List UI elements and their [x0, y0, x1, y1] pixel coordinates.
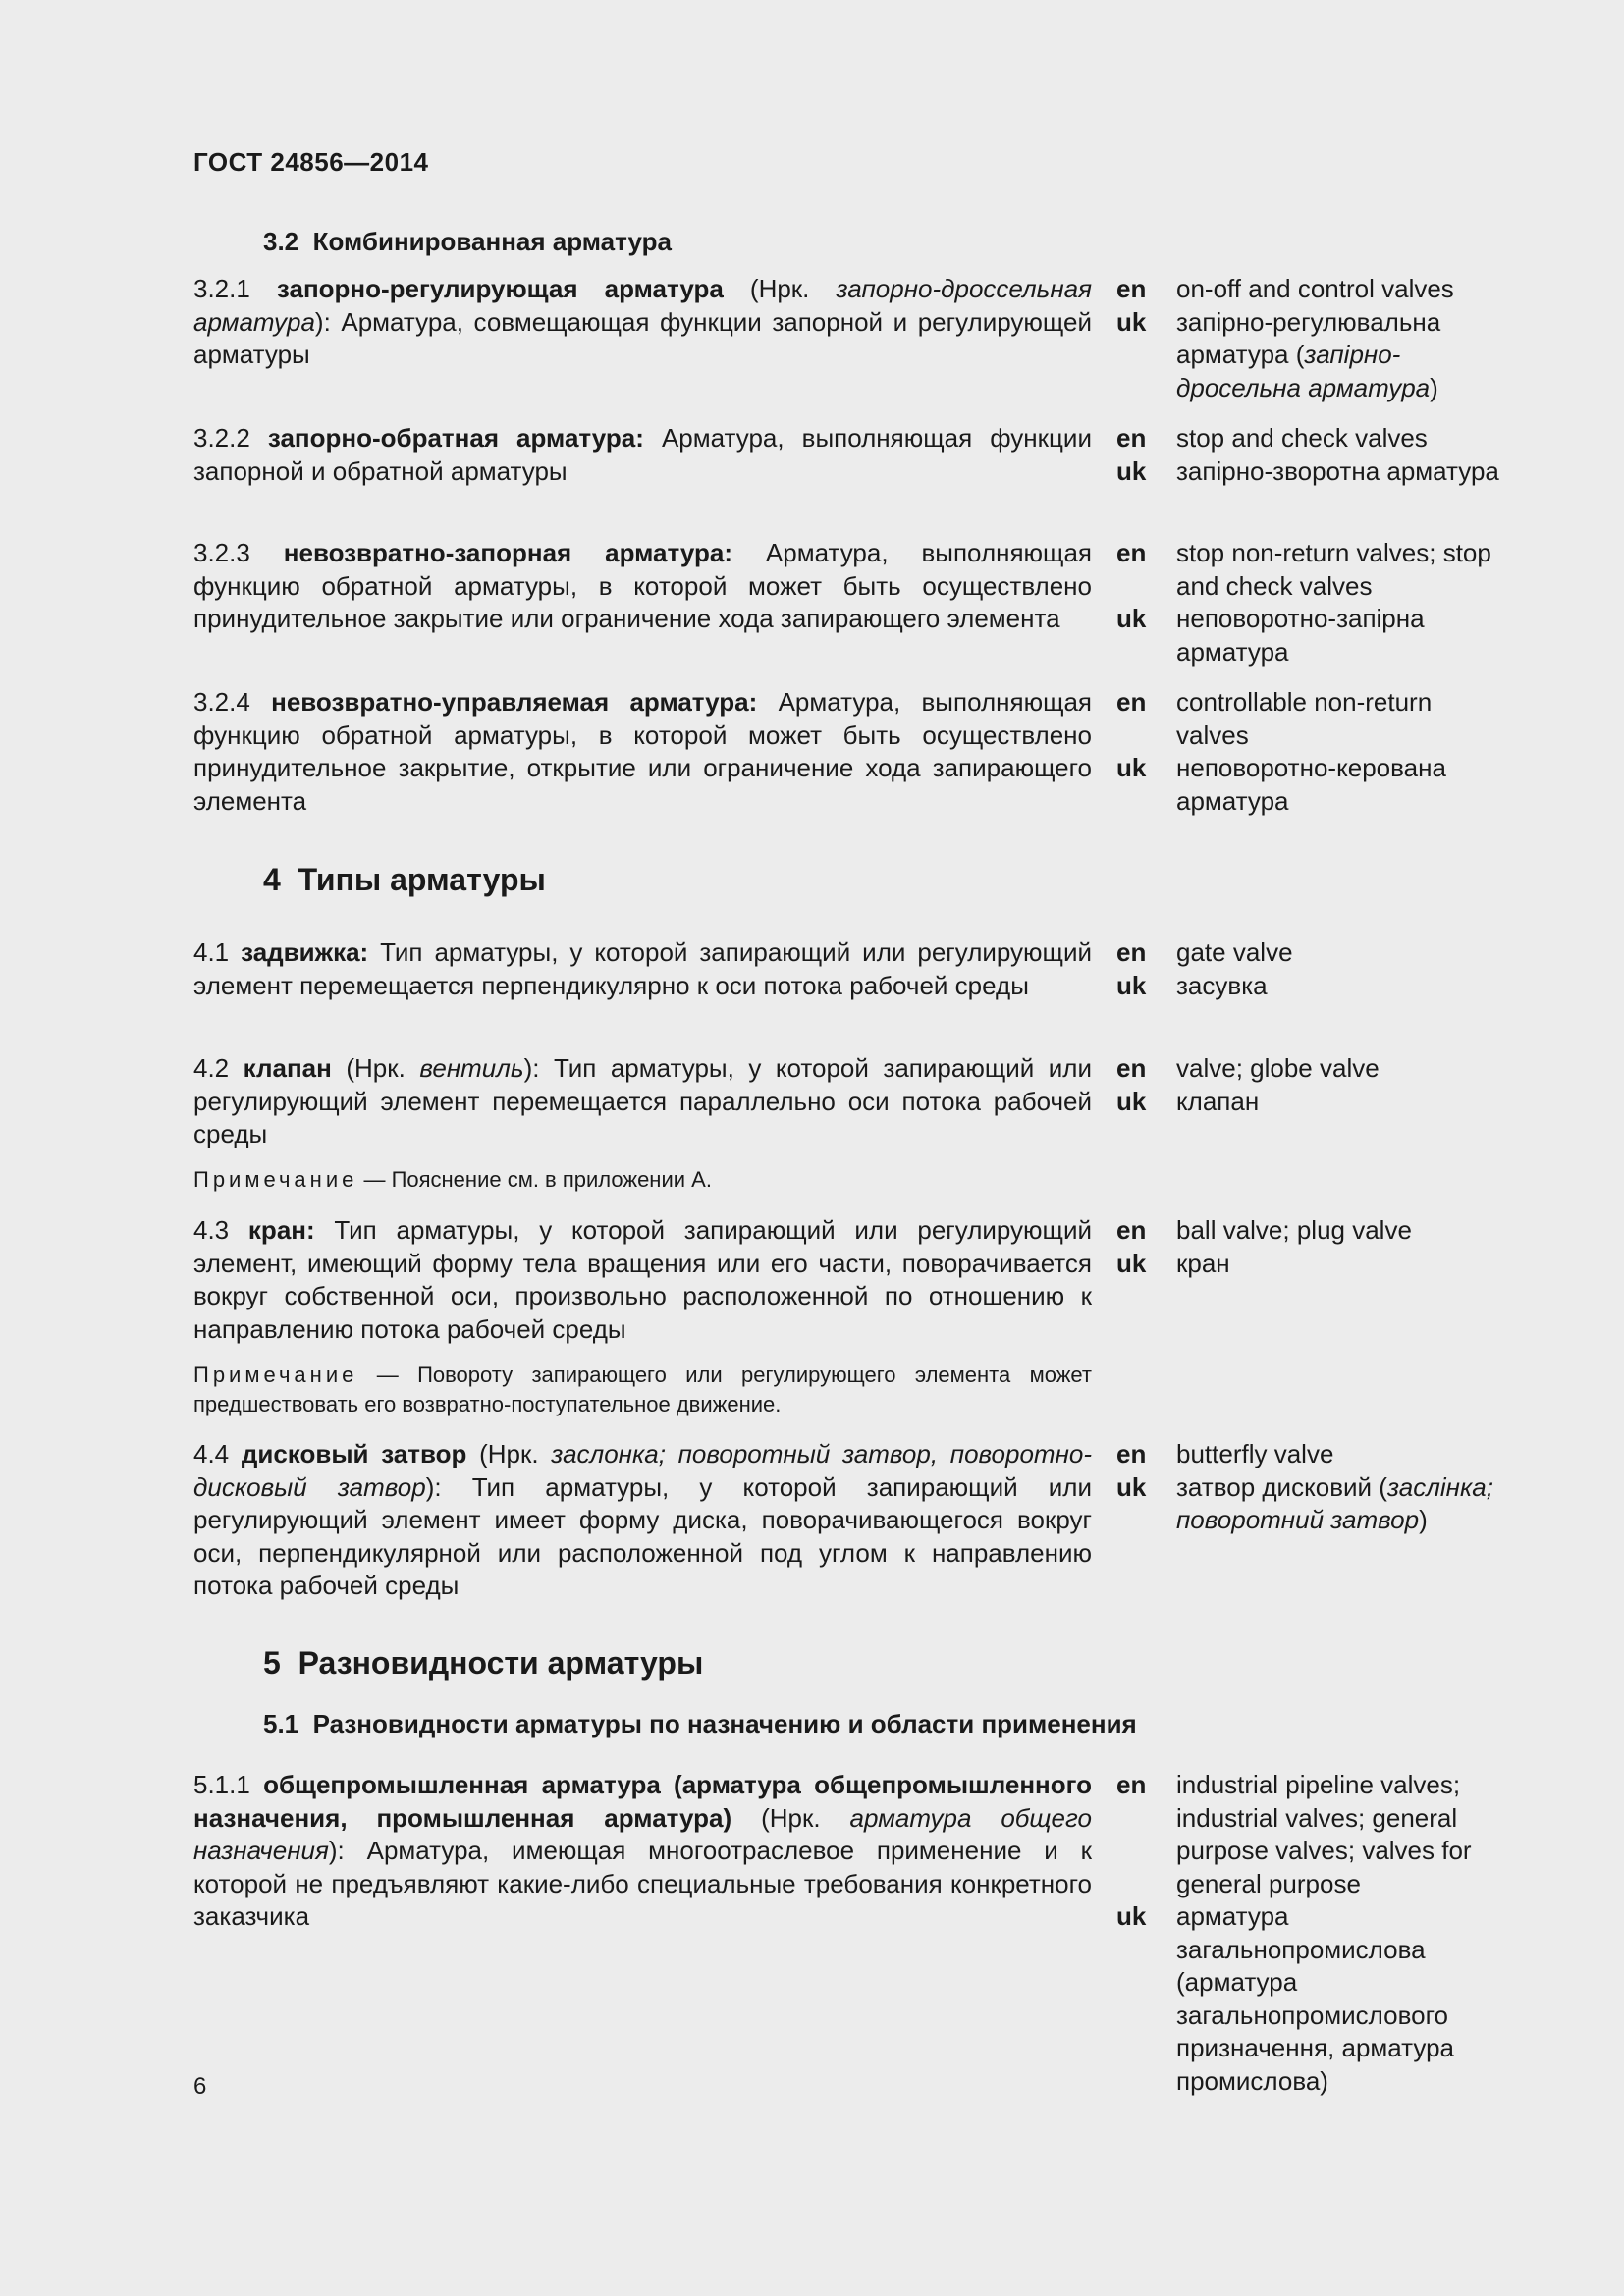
term-name: невозвратно-управляемая арматура: [271, 687, 758, 717]
term-definition [193, 1214, 1092, 1346]
document-code: ГОСТ 24856—2014 [193, 147, 429, 177]
term-number: 4.4 [193, 1439, 230, 1468]
section-heading-5-1 [263, 1709, 1137, 1739]
section-heading-4 [263, 862, 546, 898]
term-definition [193, 422, 1092, 488]
term-definition [193, 686, 1092, 818]
translation-uk: неповоротно-керована арматура [1176, 753, 1446, 816]
deprecated-term: вентиль [419, 1053, 524, 1083]
translation-uk: кран [1176, 1248, 1230, 1278]
term-name: общепромышленная арматура (арматура общепромышленного назначения, промышленная арматура) [193, 1770, 1092, 1833]
term-definition [193, 1769, 1092, 1934]
translation-en: gate valve [1176, 937, 1293, 967]
term-number: 3.2.2 [193, 423, 250, 453]
definition-text: Тип арматуры, у которой запирающий или регулирующий элемент перемещается перпендикулярно к оси потока рабочей среды [193, 937, 1092, 1000]
section-number: 5.1 [263, 1709, 299, 1738]
lang-code-uk: uk [1116, 753, 1147, 782]
definition-text: ): Арматура, совмещающая функции запорной и регулирующей арматуры [193, 306, 1092, 369]
term-name: задвижка: [241, 937, 369, 967]
section-number: 4 [263, 862, 281, 897]
term-number: 4.1 [193, 937, 230, 967]
translation-uk [1176, 1471, 1510, 1537]
lang-code-en: en [1116, 687, 1147, 717]
lang-code-uk: uk [1116, 1086, 1147, 1116]
lang-code-en: en [1116, 274, 1147, 303]
term-number: 4.2 [193, 1053, 230, 1083]
definition-text: ): Тип арматуры, у которой запирающий или регулирующий элемент имеет форму диска, поворачивающегося вокруг оси, перпендикулярной или расположенной под углом к направлению потока рабочей среды [193, 1471, 1092, 1600]
lang-code-en: en [1116, 1053, 1147, 1083]
term-number: 3.2.1 [193, 274, 250, 303]
deprecated-prefix: (Нрк. [466, 1439, 552, 1468]
translation-en: valve; globe valve [1176, 1053, 1380, 1083]
term-definition [193, 1438, 1092, 1603]
section-title: Типы арматуры [298, 862, 546, 897]
deprecated-term: запорно-дроссельная арматура [193, 274, 1092, 337]
term-definition [193, 936, 1092, 1002]
definition-text: Арматура, выполняющая функцию обратной арматуры, в которой может быть осуществлено принудительное закрытие или ограничение хода запирающего элемента [193, 538, 1092, 633]
section-number: 3.2 [263, 227, 299, 256]
translation-uk: засувка [1176, 970, 1268, 1000]
deprecated-prefix: (Нрк. [723, 274, 837, 303]
section-number: 5 [263, 1645, 281, 1681]
lang-code-en: en [1116, 538, 1147, 567]
note-text: — Пояснение см. в приложении А. [357, 1167, 712, 1192]
definition-text: Тип арматуры, у которой запирающий или регулирующий элемент, имеющий форму тела вращения или его части, поворачивается вокруг собственной оси, произвольно расположенной по отношению к направлению потока рабочей среды [193, 1215, 1092, 1344]
translation-en: ball valve; plug valve [1176, 1215, 1412, 1245]
lang-code-en: en [1116, 1439, 1147, 1468]
translation-uk [1176, 306, 1510, 405]
lang-code-uk: uk [1116, 1248, 1147, 1278]
section-title: Разновидности арматуры по назначению и области применения [312, 1709, 1137, 1738]
translation-uk: арматура загальнопромислова (арматура загальнопромислового призначення, арматура промислова) [1176, 1901, 1454, 2096]
term-name: запорно-регулирующая арматура [276, 274, 724, 303]
translation-en: butterfly valve [1176, 1439, 1334, 1468]
translation-en: on-off and control valves [1176, 274, 1454, 303]
term-name: кран: [247, 1215, 315, 1245]
note-label: Примечание [193, 1362, 358, 1387]
section-title: Комбинированная арматура [312, 227, 672, 256]
translation-uk: неповоротно-запірна арматура [1176, 604, 1425, 667]
lang-code-en: en [1116, 1215, 1147, 1245]
translation-en: controllable non-return valves [1176, 687, 1433, 750]
section-title: Разновидности арматуры [298, 1645, 704, 1681]
translation-en: industrial pipeline valves; industrial valves; general purpose valves; valves for general purpose [1176, 1770, 1472, 1898]
translation-en: stop non-return valves; stop and check valves [1176, 538, 1491, 601]
term-name: клапан [243, 1053, 332, 1083]
lang-code-uk: uk [1116, 604, 1147, 633]
term-name: невозвратно-запорная арматура: [283, 538, 732, 567]
lang-code-uk: uk [1116, 1901, 1147, 1931]
translation-en: stop and check valves [1176, 423, 1428, 453]
page-number: 6 [193, 2073, 207, 2100]
definition-text: ): Арматура, имеющая многоотраслевое применение и к которой не предъявляют какие-либо специальные требования конкретного заказчика [193, 1836, 1092, 1931]
lang-code-en: en [1116, 1770, 1147, 1799]
term-name: запорно-обратная арматура: [267, 423, 644, 453]
definition-text: Арматура, выполняющая функцию обратной арматуры, в которой может быть осуществлено принудительное закрытие, открытие или ограничение хода запирающего элемента [193, 687, 1093, 816]
lang-code-uk: uk [1116, 970, 1147, 1000]
definition-text: Арматура, выполняющая функции запорной и обратной арматуры [193, 423, 1092, 486]
term-number: 4.3 [193, 1215, 230, 1245]
translation-uk-deprecated: заслінка; поворотний затвор [1176, 1471, 1493, 1534]
deprecated-prefix: (Нрк. [731, 1802, 850, 1833]
note-text: — Повороту запирающего или регулирующего элемента может предшествовать его возвратно-поступательное движение. [193, 1362, 1092, 1416]
lang-code-en: en [1116, 937, 1147, 967]
note-4-2 [193, 1165, 1092, 1195]
term-name: дисковый затвор [241, 1439, 467, 1468]
term-definition [193, 273, 1092, 372]
section-heading-5 [263, 1645, 703, 1682]
translation-uk: клапан [1176, 1086, 1260, 1116]
term-definition [193, 537, 1092, 636]
translation-uk: запірно-зворотна арматура [1176, 455, 1499, 486]
lang-code-uk: uk [1116, 1471, 1147, 1502]
term-number: 3.2.4 [193, 687, 250, 717]
translation-uk-close: ) [1430, 372, 1438, 402]
lang-code-en: en [1116, 423, 1147, 453]
term-number: 5.1.1 [193, 1770, 250, 1799]
note-label: Примечание [193, 1167, 358, 1192]
term-number: 3.2.3 [193, 538, 250, 567]
deprecated-term: заслонка; поворотный затвор, поворотно-дисковый затвор [193, 1439, 1092, 1502]
term-definition [193, 1052, 1092, 1151]
translation-uk-text: затвор дисковий ( [1176, 1471, 1387, 1502]
translation-uk-text: запірно-регулювальна арматура ( [1176, 306, 1441, 369]
definition-text: ): Тип арматуры, у которой запирающий или регулирующий элемент перемещается параллельно оси потока рабочей среды [193, 1053, 1092, 1148]
section-heading-3-2 [263, 227, 672, 257]
deprecated-term: арматура общего назначения [193, 1802, 1092, 1865]
translation-uk-deprecated: запірно-дросельна арматура [1176, 340, 1431, 402]
lang-code-uk: uk [1116, 455, 1147, 486]
deprecated-prefix: (Нрк. [331, 1053, 420, 1083]
translation-uk-close: ) [1419, 1505, 1428, 1534]
lang-code-uk: uk [1116, 306, 1147, 337]
note-4-3 [193, 1361, 1092, 1418]
